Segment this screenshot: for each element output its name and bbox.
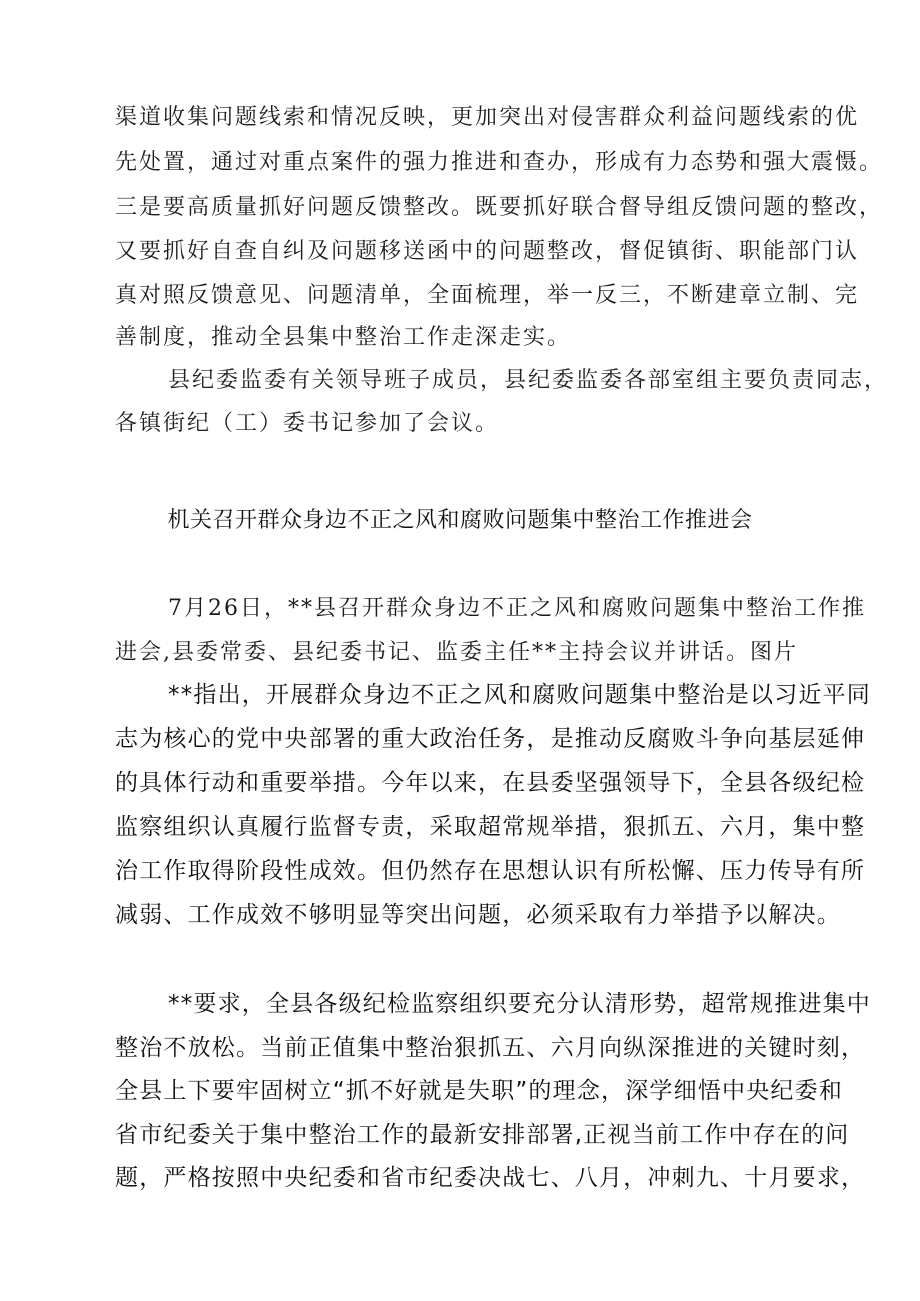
text-line: 各镇街纪（工）委书记参加了会议。 [115,411,500,436]
text-line: 全县上下要牢固树立“抓不好就是失职”的理念，深学细悟中央纪委和 [115,1078,844,1104]
article-heading: 机关召开群众身边不正之风和腐败问题集中整治工作推进会 [167,508,753,533]
text-line: 监察组织认真履行监督专责，采取超常规举措，狠抓五、六月，集中整 [115,814,866,840]
text-line: **要求，全县各级纪检监察组织要充分认清形势，超常规推进集中 [168,991,871,1017]
text-line: 7月26日，**县召开群众身边不正之风和腐败问题集中整治工作推 [168,596,866,621]
text-line: 渠道收集问题线索和情况反映，更加突出对侵害群众利益问题线索的优 [115,105,860,130]
text-line: 进会,县委常委、县纪委书记、监委主任**主持会议并讲话。图片 [115,640,798,665]
text-line: 又要抓好自查自纠及问题移送函中的问题整改，督促镇街、职能部门认 [115,239,860,264]
text-line: 真对照反馈意见、问题清单，全面梳理，举一反三，不断建章立制、完 [115,283,860,308]
text-line: 省市纪委关于集中整治工作的最新安排部署,正视当前工作中存在的问 [115,1122,850,1148]
text-line: 县纪委监委有关领导班子成员，县纪委监委各部室组主要负责同志， [168,368,889,393]
text-line: 题，严格按照中央纪委和省市纪委决战七、八月，冲刺九、十月要求， [115,1165,866,1191]
text-line: 善制度，推动全县集中整治工作走深走实。 [115,325,572,350]
text-line: 减弱、工作成效不够明显等突出问题，必须采取有力举措予以解决。 [115,902,841,928]
text-line: 的具体行动和重要举措。今年以来，在县委坚强领导下，全县各级纪检 [115,770,866,796]
text-line: **指出，开展群众身边不正之风和腐败问题集中整治是以习近平同 [168,682,871,708]
text-line: 整治不放松。当前正值集中整治狠抓五、六月向纵深推进的关键时刻， [115,1035,866,1061]
text-line: 三是要高质量抓好问题反馈整改。既要抓好联合督导组反馈问题的整改， [115,195,884,220]
text-line: 志为核心的党中央部署的重大政治任务，是推动反腐败斗争向基层延伸 [115,726,866,752]
text-line: 先处置，通过对重点案件的强力推进和查办，形成有力态势和强大震慑。 [115,150,884,175]
text-line: 治工作取得阶段性成效。但仍然存在思想认识有所松懈、压力传导有所 [115,858,866,884]
